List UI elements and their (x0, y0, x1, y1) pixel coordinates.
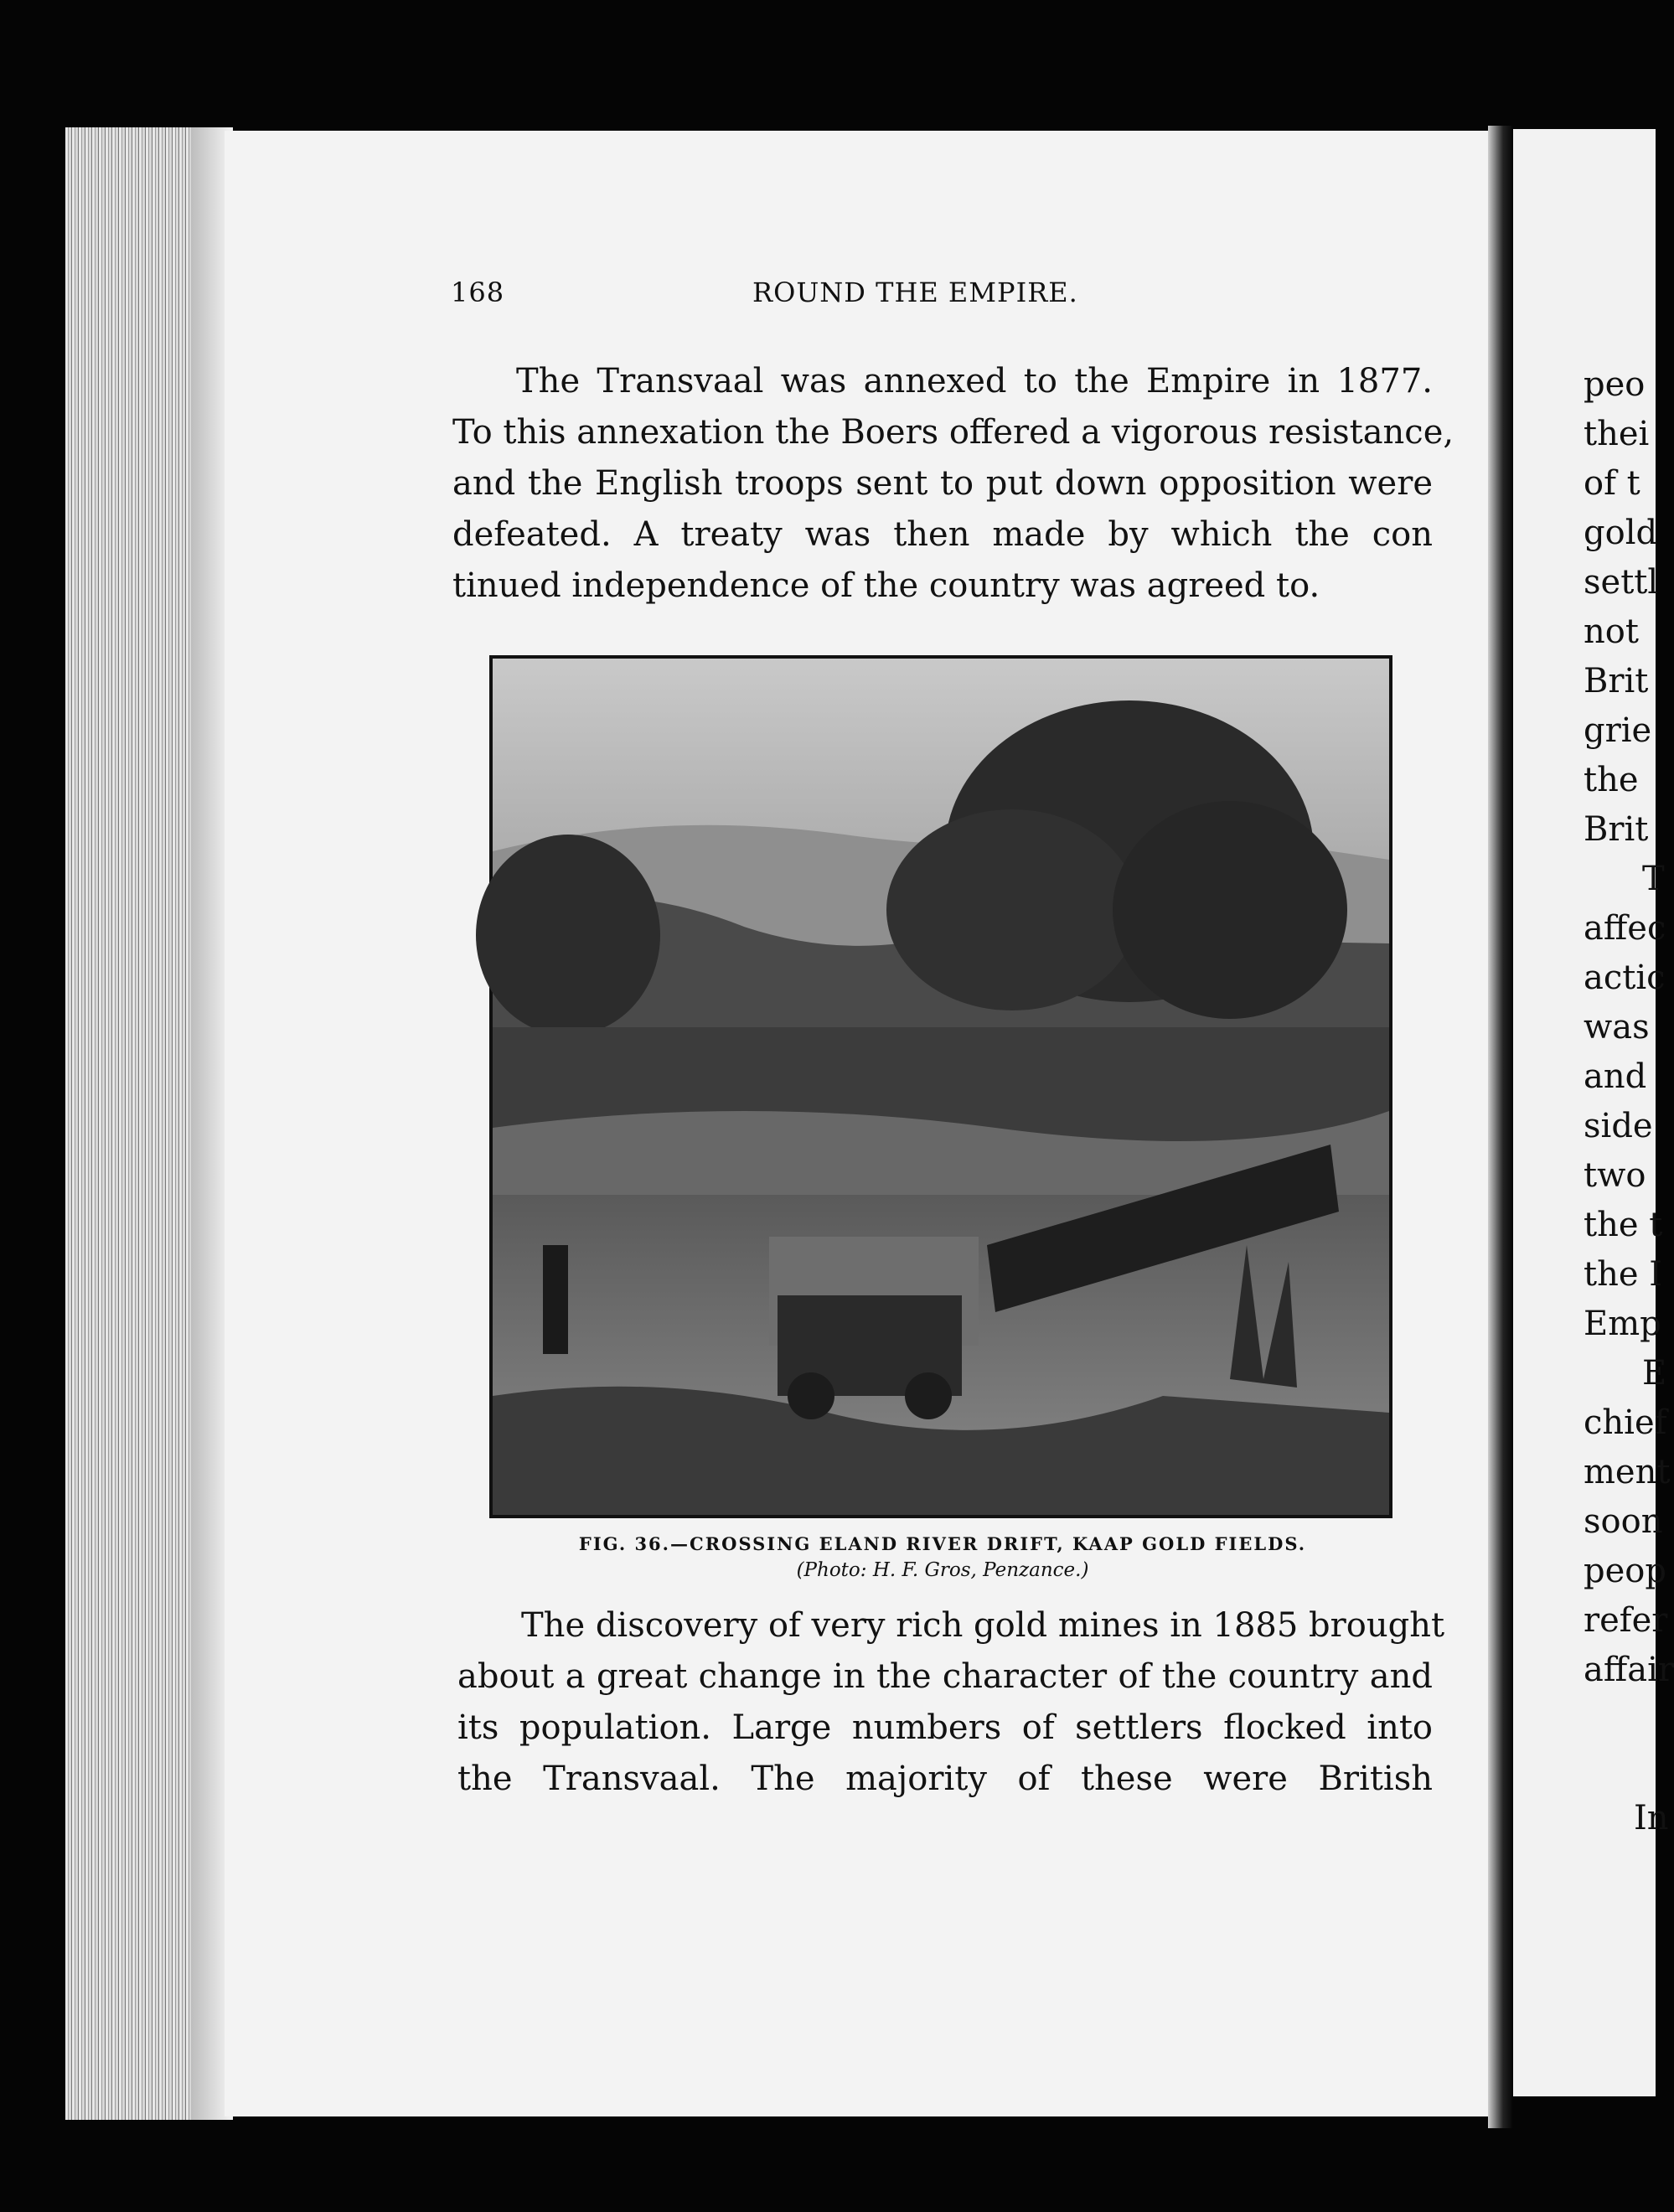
text-line: tinued independence of the country was agreed to. (452, 566, 1320, 605)
text-fragment: was (1584, 1008, 1650, 1047)
river-crossing-photo (493, 659, 1389, 1515)
caption-title: FIG. 36.—CROSSING ELAND RIVER DRIFT, KAAP GOLD FIELDS. (578, 1533, 1307, 1554)
text-fragment: settl (1584, 563, 1659, 602)
paragraph-gold-discovery (457, 1600, 1445, 1805)
text-line: The discovery of very rich gold mines in 1885 brought (521, 1606, 1445, 1645)
text-fragment: thei (1584, 415, 1650, 453)
text-fragment: side (1584, 1107, 1653, 1145)
text-fragment: refer (1584, 1601, 1668, 1640)
running-head (451, 276, 1423, 318)
text-fragment: two (1584, 1156, 1646, 1195)
text-line: and the English troops sent to put down opposition were (452, 464, 1433, 503)
text-line: The Transvaal was annexed to the Empire in 1877. (516, 362, 1433, 401)
text-fragment: and (1584, 1057, 1647, 1096)
photo-credit: (Photo: H. F. Gros, Penzance.) (796, 1559, 1089, 1581)
text-fragment: affair (1584, 1651, 1674, 1689)
text-line: about a great change in the character of the country and (457, 1657, 1433, 1696)
text-fragment: the t (1584, 1206, 1663, 1244)
text-fragment: actic (1584, 959, 1666, 997)
text-fragment: of t (1584, 464, 1640, 503)
text-fragment: peo (1584, 365, 1646, 404)
text-line: its population. Large numbers of settlers flocked into (457, 1708, 1433, 1747)
text-fragment: affec (1584, 909, 1666, 948)
spacer (1584, 1744, 1674, 1794)
text-fragment: not (1584, 612, 1639, 651)
running-title: ROUND THE EMPIRE. (752, 276, 1078, 308)
text-fragment: Brit (1584, 662, 1649, 700)
text-fragment: Brit (1584, 810, 1649, 849)
paragraph-transvaal-annexation (452, 356, 1454, 612)
spacer (1584, 1695, 1674, 1744)
text-fragment: the (1584, 761, 1639, 799)
page-number: 168 (451, 276, 505, 308)
text-line: defeated. A treaty was then made by which the con (452, 515, 1433, 554)
figure-caption (469, 1533, 1416, 1581)
right-page-text-fragments (1584, 360, 1674, 1843)
text-fragment: ment (1584, 1453, 1671, 1491)
text-line: To this annexation the Boers offered a vigorous resistance, (452, 413, 1454, 452)
text-fragment: In (1634, 1799, 1669, 1837)
text-line: the Transvaal. The majority of these were British (457, 1760, 1433, 1798)
text-fragment: Emp (1584, 1305, 1661, 1343)
book-page-edges (65, 127, 233, 2120)
text-fragment: E (1642, 1354, 1667, 1393)
figure-photograph (489, 655, 1392, 1518)
text-fragment: T (1642, 860, 1665, 898)
text-fragment: chief (1584, 1403, 1667, 1442)
text-fragment: soon (1584, 1502, 1663, 1541)
text-fragment: gold (1584, 514, 1658, 552)
text-fragment: peop (1584, 1552, 1666, 1590)
text-fragment: the I (1584, 1255, 1663, 1294)
book-gutter (1488, 126, 1513, 2128)
text-fragment: grie (1584, 711, 1652, 750)
